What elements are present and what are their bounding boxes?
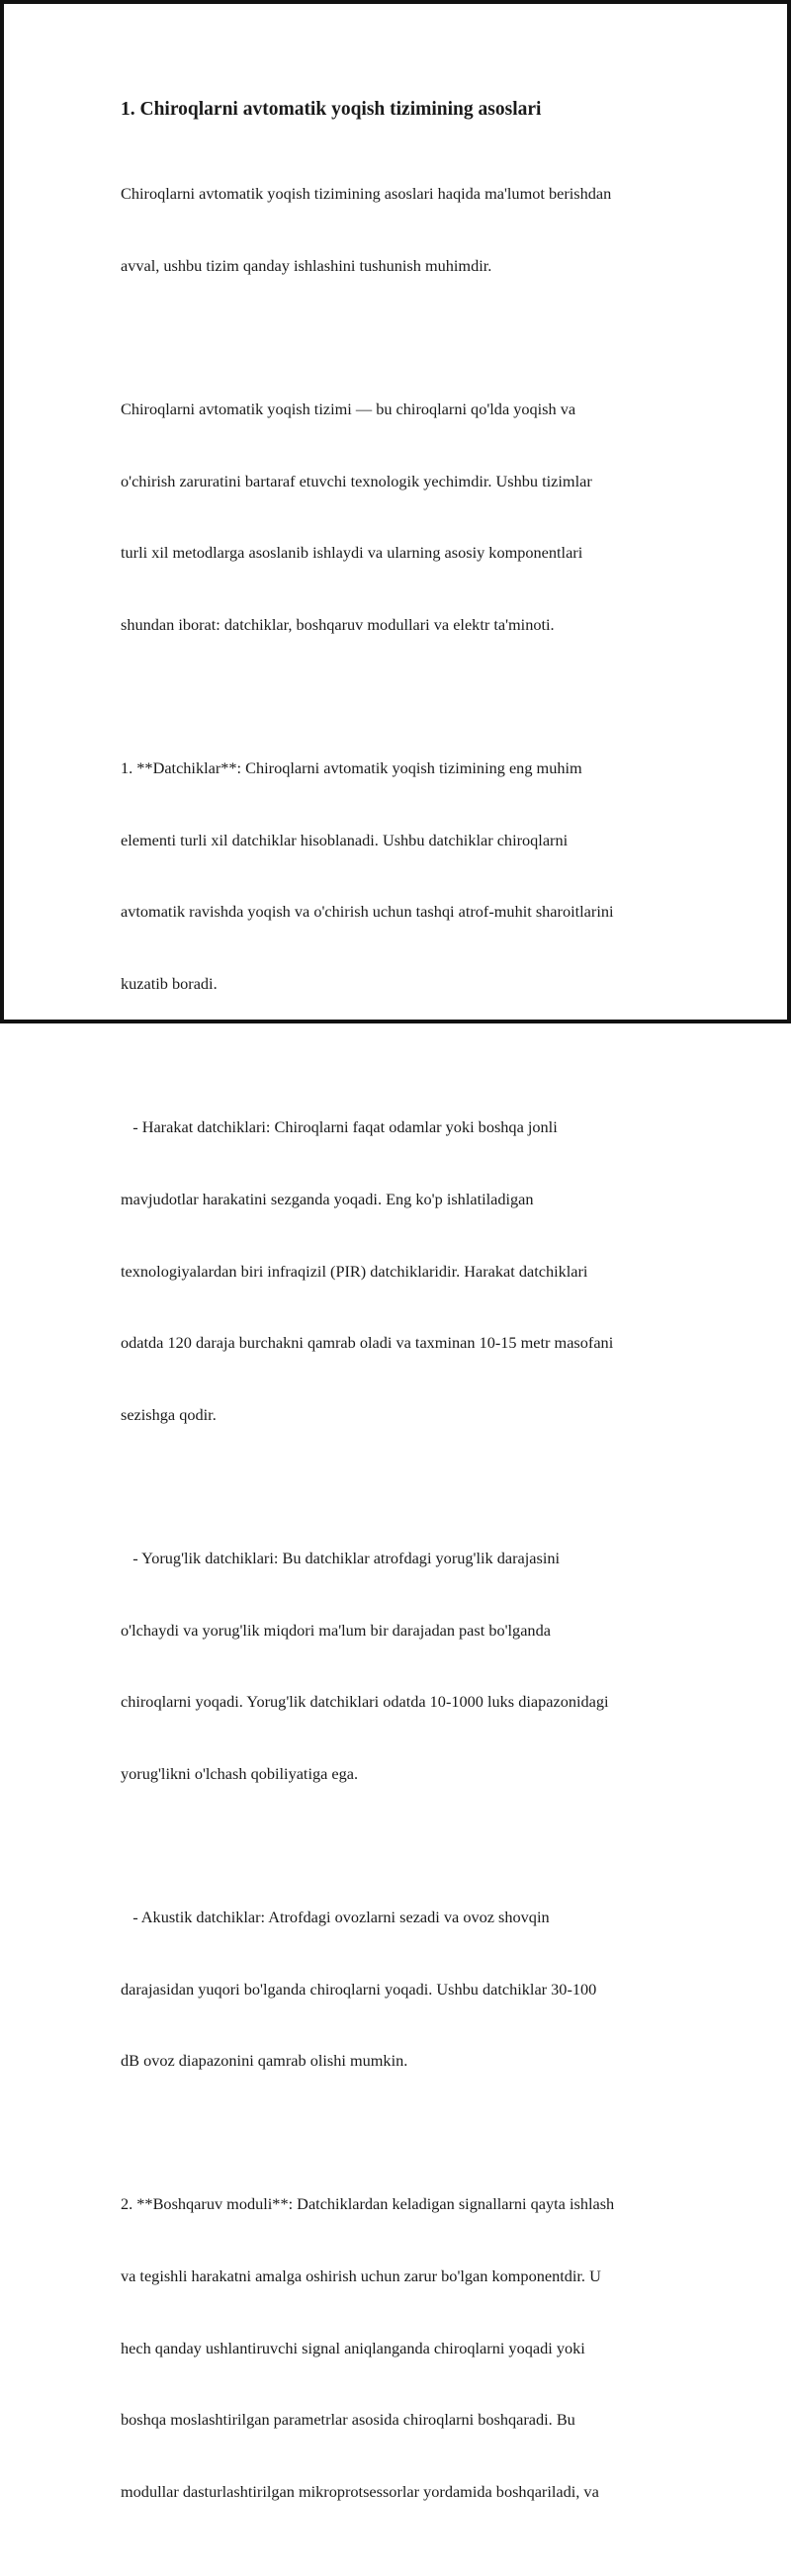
text-line: mavjudotlar harakatini sezganda yoqadi. Eng ko'p ishlatiladigan [121,1189,534,1208]
text-line: - Harakat datchiklari: Chiroqlarni faqat odamlar yoki boshqa jonli [121,1117,558,1137]
text-line: texnologiyalardan biri infraqizil (PIR) datchiklaridir. Harakat datchiklari [121,1261,588,1281]
text-line: boshqa moslashtirilgan parametrlar asosida chiroqlarni boshqaradi. Bu [121,2410,575,2430]
text-line: sezishga qodir. [121,1404,217,1424]
text-line: shundan iborat: datchiklar, boshqaruv modullari va elektr ta'minoti. [121,615,555,635]
paragraph-definition [121,350,680,685]
paragraph-motion-sensors [121,1068,680,1474]
text-line: - Yorug'lik datchiklari: Bu datchiklar atrofdagi yorug'lik darajasini [121,1548,561,1567]
text-line: elementi turli xil datchiklar hisoblanadi. Ushbu datchiklar chiroqlarni [121,830,569,849]
text-line: Chiroqlarni avtomatik yoqish tizimi — bu chiroqlarni qo'lda yoqish va [121,400,576,419]
text-line: - Akustik datchiklar: Atrofdagi ovozlarni sezadi va ovoz shovqin [121,1907,550,1926]
paragraph-light-sensors [121,1499,680,1834]
text-line: hech qanday ushlantiruvchi signal aniqlanganda chiroqlarni yoqadi yoki [121,2338,585,2357]
text-line: 2. **Boshqaruv moduli**: Datchiklardan keladigan signallarni qayta ishlash [121,2194,615,2214]
section-title: 1. Chiroqlarni avtomatik yoqish tizimining asoslari [121,99,542,120]
text-line: 1. **Datchiklar**: Chiroqlarni avtomatik yoqish tizimining eng muhim [121,758,582,778]
text-line: turli xil metodlarga asoslanib ishlaydi va ularning asosiy komponentlari [121,543,583,563]
text-line: dB ovoz diapazonini qamrab olishi mumkin. [121,2051,408,2071]
text-line: Chiroqlarni avtomatik yoqish tizimining asoslari haqida ma'lumot berishdan [121,184,612,204]
text-line: o'lchaydi va yorug'lik miqdori ma'lum bir darajadan past bo'lganda [121,1620,551,1640]
text-line: odatda 120 daraja burchakni qamrab oladi va taxminan 10-15 metr masofani [121,1333,614,1353]
paragraph-control-module [121,2145,680,2551]
paragraph-acoustic-sensors [121,1858,680,2121]
text-line: kuzatib boradi. [121,974,218,994]
text-line: o'chirish zaruratini bartaraf etuvchi texnologik yechimdir. Ushbu tizimlar [121,471,592,490]
text-line: yorug'likni o'lchash qobiliyatiga ega. [121,1763,359,1783]
text-line: modullar dasturlashtirilgan mikroprotsessorlar yordamida boshqariladi, va [121,2481,599,2501]
text-line: avtomatik ravishda yoqish va o'chirish uchun tashqi atrof-muhit sharoitlarini [121,902,614,922]
text-line: avval, ushbu tizim qanday ishlashini tushunish muhimdir. [121,256,492,276]
paragraph-sensors [121,709,680,1044]
text-line: va tegishli harakatni amalga oshirish uchun zarur bo'lgan komponentdir. U [121,2265,601,2285]
text-line: chiroqlarni yoqadi. Yorug'lik datchiklari odatda 10-1000 luks diapazonidagi [121,1692,609,1712]
text-line: darajasidan yuqori bo'lganda chiroqlarni yoqadi. Ushbu datchiklar 30-100 [121,1979,597,1999]
document-body [121,97,680,2576]
paragraph-intro [121,134,680,326]
